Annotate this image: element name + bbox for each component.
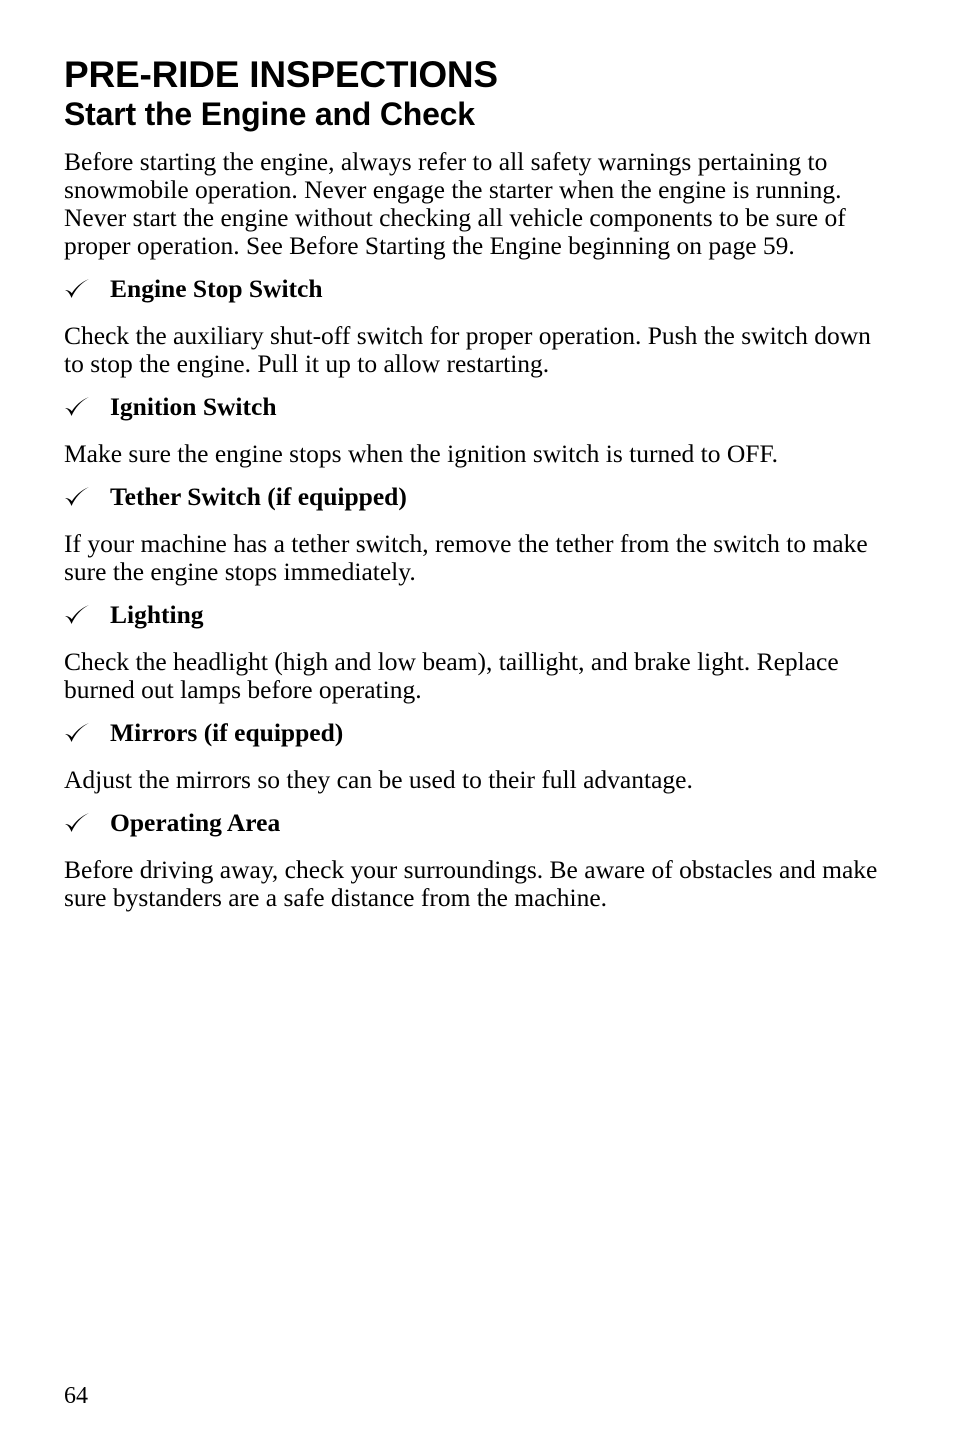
checkmark-icon [64,278,90,300]
checklist-item-body: Check the headlight (high and low beam), taillight, and brake light. Replace burned out lamps before operating. [64,647,839,704]
checklist-item-tether-switch [64,482,884,586]
page-subtitle: Start the Engine and Check [64,96,475,132]
checklist [64,274,884,912]
checklist-item-ignition-switch [64,392,884,468]
checklist-item-body: Adjust the mirrors so they can be used to their full advantage. [64,765,693,794]
checkmark-icon [64,722,90,744]
checklist-item-heading: Operating Area [110,808,281,837]
page-content [64,54,884,926]
checklist-item-operating-area [64,808,884,912]
checklist-item-lighting [64,600,884,704]
checklist-item-heading: Ignition Switch [110,392,277,421]
checklist-item-body: Before driving away, check your surroundings. Be aware of obstacles and make sure bystanders are a safe distance from the machine. [64,855,878,912]
checklist-item-body: If your machine has a tether switch, remove the tether from the switch to make sure the engine stops immediately. [64,529,868,586]
page-number: 64 [64,1383,88,1409]
checklist-item-heading: Lighting [110,600,204,629]
checklist-item-mirrors [64,718,884,794]
intro-paragraph: Before starting the engine, always refer to all safety warnings pertaining to snowmobile operation. Never engage the starter when the engine is running. Never start the engine without checking all vehicle components to be sure of proper operation. See Before Starting the Engine beginning on page 59. [64,147,846,260]
checkmark-icon [64,604,90,626]
checklist-item-body: Make sure the engine stops when the ignition switch is turned to OFF. [64,439,778,468]
checklist-item-heading: Engine Stop Switch [110,274,323,303]
checkmark-icon [64,486,90,508]
checklist-item-engine-stop-switch [64,274,884,378]
checkmark-icon [64,812,90,834]
checklist-item-body: Check the auxiliary shut-off switch for proper operation. Push the switch down to stop the engine. Pull it up to allow restarting. [64,321,871,378]
section-title: PRE-RIDE INSPECTIONS [64,54,498,95]
checkmark-icon [64,396,90,418]
checklist-item-heading: Mirrors (if equipped) [110,718,344,747]
checklist-item-heading: Tether Switch (if equipped) [110,482,407,511]
